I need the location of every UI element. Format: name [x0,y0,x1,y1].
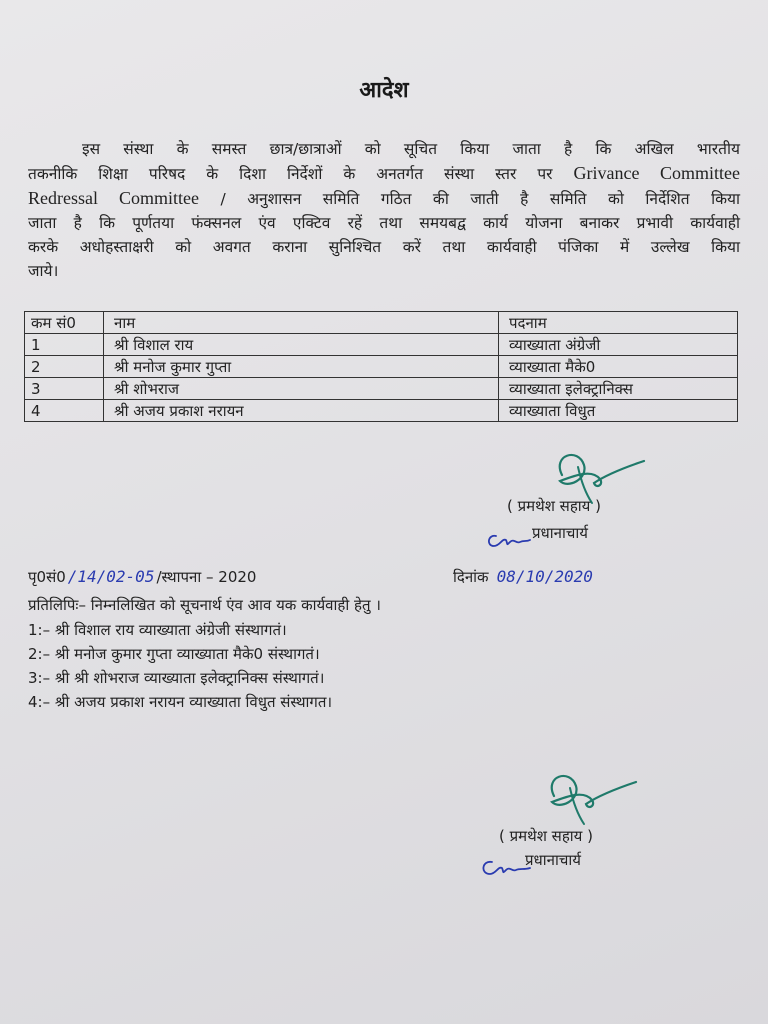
header-sno: कम सं0 [25,312,104,334]
order-paragraph [28,137,740,283]
row-name: श्री शोभराज [104,378,499,400]
signatory-name-2: ( प्रमथेश सहाय ) [499,827,593,845]
row-designation: व्याख्याता इलेक्ट्रानिक्स [499,378,738,400]
paragraph-line-5: करके अधोहस्ताक्षरी को अवगत कराना सुनिश्चित करें तथा कार्यवाही पंजिका में उल्लेख किया [28,238,740,256]
reference-handwritten-number: /14/02-05 [67,567,155,586]
signatory-name-1: ( प्रमथेश सहाय ) [507,497,601,515]
row-designation: व्याख्याता अंग्रेजी [499,334,738,356]
signatory-title-2: प्रधानाचार्य [525,851,581,869]
copy-heading: प्रतिलिपिः– निम्नलिखित को सूचनार्थ एंव आव यक कार्यवाही हेतु । [28,596,381,614]
row-name: श्री अजय प्रकाश नरायन [104,400,499,422]
table-row [25,378,738,400]
copy-item: 1:– श्री विशाल राय व्याख्याता अंग्रेजी संस्थागतं। [28,621,287,639]
committee-name-english-1: Grivance Committee [573,163,741,183]
copy-item: 4:– श्री अजय प्रकाश नरायन व्याख्याता विधुत संस्थागत। [28,693,333,711]
row-designation: व्याख्याता मैके0 [499,356,738,378]
table-row [25,400,738,422]
paragraph-line-2-hindi: तकनीकि शिक्षा परिषद के दिशा निर्देशों के अनतर्गत संस्था स्तर पर [28,165,553,183]
reference-number [28,567,256,587]
reference-prefix: पृ0सं0 [28,568,66,586]
copy-item: 3:– श्री श्री शोभराज व्याख्याता इलेक्ट्रानिक्स संस्थागतं। [28,669,325,687]
initials-mark-1 [484,530,534,552]
reference-suffix: /स्थापना – 2020 [156,568,257,586]
paragraph-line-3 [28,186,740,211]
header-designation: पदनाम [499,312,738,334]
copy-list [28,618,332,714]
table-row [25,334,738,356]
header-name: नाम [104,312,499,334]
paragraph-line-6: जाये। [28,262,59,280]
document-title: आदेश [359,78,409,103]
table-row [25,356,738,378]
order-date [453,567,593,587]
handwritten-date: 08/10/2020 [496,567,593,586]
row-name: श्री विशाल राय [104,334,499,356]
date-label: दिनांक [453,568,489,586]
row-sno: 2 [25,356,104,378]
principal-signature-2 [540,766,650,826]
signatory-title-1: प्रधानाचार्य [532,524,588,542]
row-sno: 4 [25,400,104,422]
copy-item: 2:– श्री मनोज कुमार गुप्ता व्याख्याता मैके0 संस्थागतं। [28,645,320,663]
row-name: श्री मनोज कुमार गुप्ता [104,356,499,378]
paragraph-line-1: इस संस्था के समस्त छात्र/छात्राओं को सूचित किया जाता है कि अखिल भारतीय [82,140,740,158]
committee-table [24,311,738,422]
paragraph-line-2 [28,161,740,186]
paragraph-line-4: जाता है कि पूर्णतया फंक्सनल एंव एक्टिव रहें तथा समयबद्व कार्य योजना बनाकर प्रभावी कार्यवाही [28,214,740,232]
row-designation: व्याख्याता विधुत [499,400,738,422]
paragraph-line-3-hindi: / अनुशासन समिति गठित की जाती है समिति को निर्देशित किया [199,190,740,208]
row-sno: 1 [25,334,104,356]
row-sno: 3 [25,378,104,400]
table-header-row [25,312,738,334]
committee-name-english-2: Redressal Committee [28,188,200,208]
